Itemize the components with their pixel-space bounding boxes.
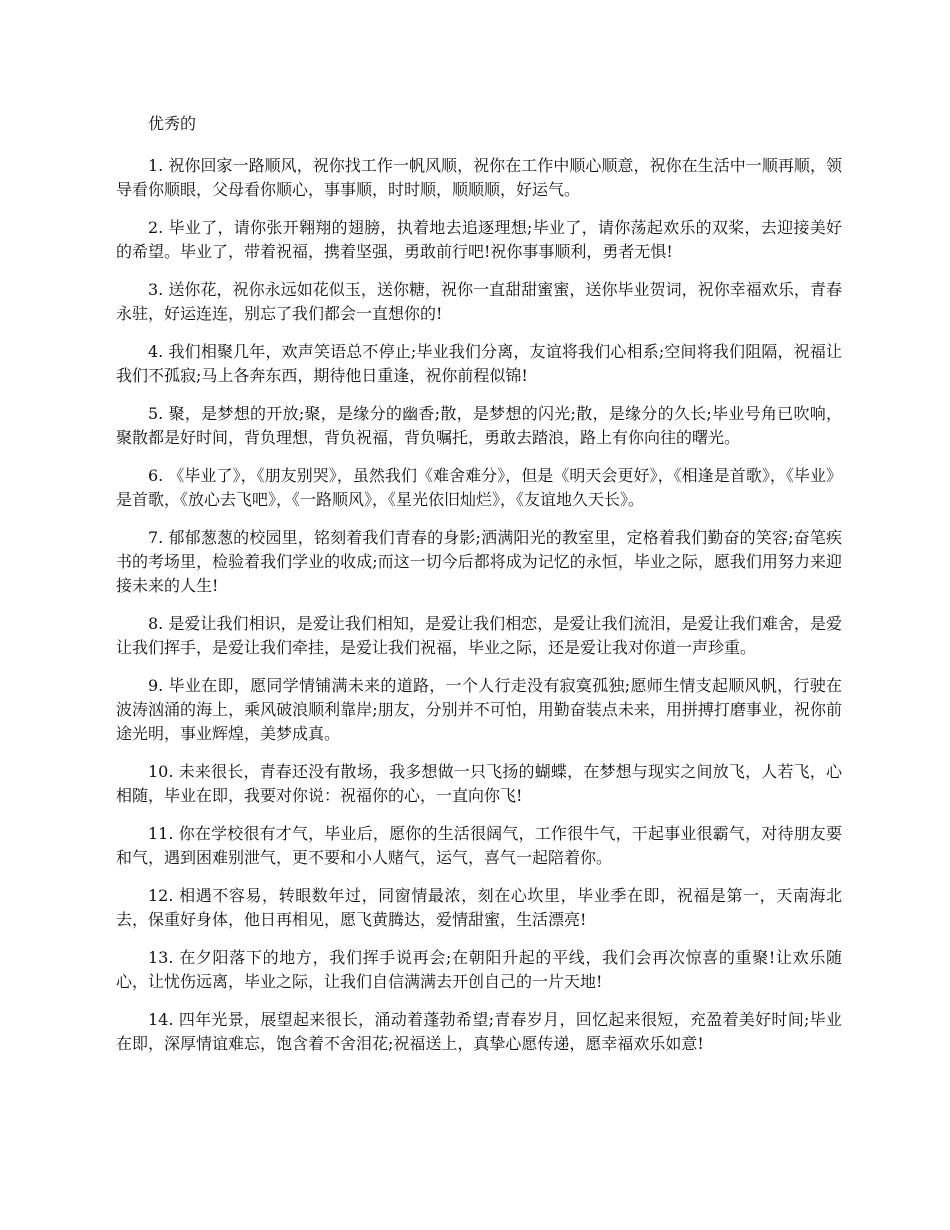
paragraph-14: 14. 四年光景，展望起来很长，涌动着蓬勃希望;青春岁月，回忆起来很短，充盈着美好时间;毕业在即，深厚情谊难忘，饱含着不舍泪花;祝福送上，真挚心愿传递，愿幸福欢乐如意! [116, 1010, 842, 1053]
paragraph-1: 1. 祝你回家一路顺风，祝你找工作一帆风顺，祝你在工作中顺心顺意，祝你在生活中一顺再顺，领导看你顺眼，父母看你顺心，事事顺，时时顺，顺顺顺，好运气。 [116, 156, 842, 199]
paragraph-8: 8. 是爱让我们相识，是爱让我们相知，是爱让我们相恋，是爱让我们流泪，是爱让我们难舍，是爱让我们挥手，是爱让我们牵挂，是爱让我们祝福，毕业之际，还是爱让我对你道一声珍重。 [116, 614, 842, 657]
paragraph-6: 6. 《毕业了》，《朋友别哭》，虽然我们《难舍难分》，但是《明天会更好》，《相逢是首歌》，《毕业》是首歌，《放心去飞吧》，《一路顺风》，《星光依旧灿烂》，《友谊地久天长》。 [116, 466, 842, 509]
paragraph-9: 9. 毕业在即，愿同学情铺满未来的道路，一个人行走没有寂寞孤独;愿师生情支起顺风帆，行驶在波涛汹涌的海上，乘风破浪顺利靠岸;朋友，分别并不可怕，用勤奋装点未来，用拼搏打磨事业，祝你前途光明，事业辉煌，美梦成真。 [116, 676, 842, 743]
document-heading: 优秀的 [148, 114, 197, 133]
paragraph-4: 4. 我们相聚几年，欢声笑语总不停止;毕业我们分离，友谊将我们心相系;空间将我们阻隔，祝福让我们不孤寂;马上各奔东西，期待他日重逢，祝你前程似锦! [116, 342, 842, 385]
paragraph-10: 10. 未来很长，青春还没有散场，我多想做一只飞扬的蝴蝶，在梦想与现实之间放飞，人若飞，心相随，毕业在即，我要对你说：祝福你的心，一直向你飞! [116, 762, 842, 805]
paragraph-5: 5. 聚，是梦想的开放;聚，是缘分的幽香;散，是梦想的闪光;散，是缘分的久长;毕业号角已吹响，聚散都是好时间，背负理想，背负祝福，背负嘱托，勇敢去踏浪，路上有你向往的曙光。 [116, 404, 842, 447]
document-page [116, 112, 842, 1070]
paragraph-11: 11. 你在学校很有才气，毕业后，愿你的生活很阔气，工作很牛气，干起事业很霸气，对待朋友要和气，遇到困难别泄气，更不要和小人赌气，运气，喜气一起陪着你。 [116, 824, 842, 867]
paragraph-7: 7. 郁郁葱葱的校园里，铭刻着我们青春的身影;洒满阳光的教室里，定格着我们勤奋的笑容;奋笔疾书的考场里，检验着我们学业的收成;而这一切今后都将成为记忆的永恒，毕业之际，愿我们用努力来迎接未来的人生! [116, 528, 842, 595]
paragraph-12: 12. 相遇不容易，转眼数年过，同窗情最浓，刻在心坎里，毕业季在即，祝福是第一，天南海北去，保重好身体，他日再相见，愿飞黄腾达，爱情甜蜜，生活漂亮! [116, 886, 842, 929]
paragraph-13: 13. 在夕阳落下的地方，我们挥手说再会;在朝阳升起的平线，我们会再次惊喜的重聚!让欢乐随心，让忧伤远离，毕业之际，让我们自信满满去开创自己的一片天地! [116, 948, 842, 991]
paragraph-3: 3. 送你花，祝你永远如花似玉，送你糖，祝你一直甜甜蜜蜜，送你毕业贺词，祝你幸福欢乐，青春永驻，好运连连，别忘了我们都会一直想你的! [116, 280, 842, 323]
paragraph-2: 2. 毕业了，请你张开翱翔的翅膀，执着地去追逐理想;毕业了，请你荡起欢乐的双桨，去迎接美好的希望。毕业了，带着祝福，携着坚强，勇敢前行吧!祝你事事顺利，勇者无惧! [116, 218, 842, 261]
